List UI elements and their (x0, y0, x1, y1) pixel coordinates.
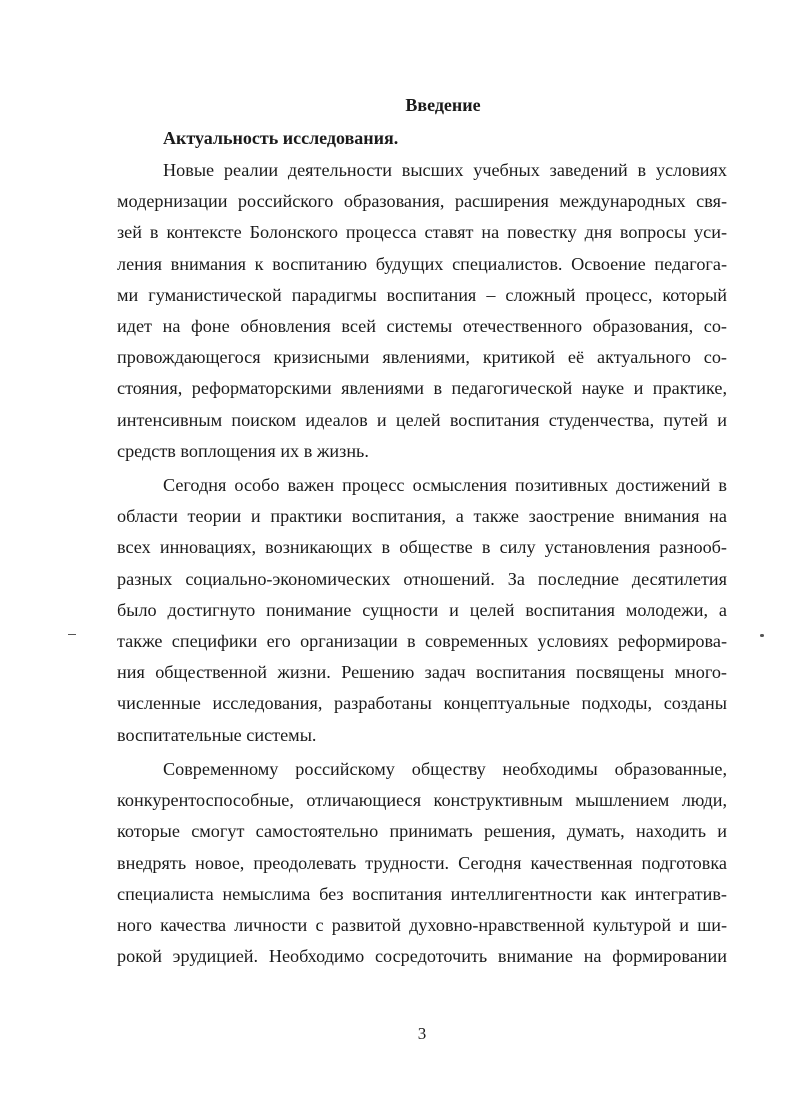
paragraph-line: специалиста немыслима без воспитания интеллигентности как интегратив- (117, 883, 727, 904)
paragraph-line: средств воплощения их в жизнь. (117, 440, 369, 461)
paragraph-line: ления внимания к воспитанию будущих специалистов. Освоение педагога- (117, 253, 727, 274)
scan-artifact-mark (68, 634, 76, 635)
paragraph-line: области теории и практики воспитания, а также заострение внимания на (117, 506, 727, 527)
paragraph-line: воспитательные системы. (117, 724, 317, 745)
paragraph-line: ного качества личности с развитой духовно-нравственной культурой и ши- (117, 914, 727, 935)
paragraph-line: Современному российскому обществу необходимы образованные, (163, 759, 727, 779)
paragraph-line: было достигнуто понимание сущности и целей воспитания молодежи, а (117, 599, 727, 620)
paragraph-line: ми гуманистической парадигмы воспитания – сложный процесс, который (117, 284, 727, 305)
paragraph-line: которые смогут самостоятельно принимать решения, думать, находить и (117, 821, 727, 842)
scan-artifact-mark (760, 634, 764, 637)
paragraph-line: рокой эрудицией. Необходимо сосредоточить внимание на формировании (117, 946, 727, 967)
page-number: 3 (417, 1024, 427, 1043)
paragraph-line: Сегодня особо важен процесс осмысления позитивных достижений в (163, 475, 727, 495)
paragraph-line: всех инновациях, возникающих в обществе в силу установления разнооб- (117, 537, 727, 558)
paragraph-line: внедрять новое, преодолевать трудности. Сегодня качественная подготовка (117, 852, 727, 873)
paragraph-line: модернизации российского образования, расширения международных свя- (117, 191, 727, 212)
paragraph-line: разных социально-экономических отношений. За последние десятилетия (117, 568, 727, 589)
paragraph-line: интенсивным поиском идеалов и целей воспитания студенчества, путей и (117, 409, 727, 430)
paragraph-line: зей в контексте Болонского процесса ставят на повестку дня вопросы уси- (117, 222, 727, 243)
paragraph-line: также специфики его организации в современных условиях реформирова- (117, 630, 727, 651)
paragraph-1 (117, 155, 727, 467)
paragraph-line: Новые реалии деятельности высших учебных заведений в условиях (163, 160, 727, 180)
paragraph-line: конкурентоспособные, отличающиеся конструктивным мышлением люди, (117, 790, 727, 811)
paragraph-line: стояния, реформаторскими явлениями в педагогической науке и практике, (117, 378, 727, 399)
paragraph-2 (117, 470, 727, 751)
section-subtitle: Актуальность исследования. (163, 128, 399, 148)
paragraph-3 (117, 754, 727, 972)
paragraph-line: численные исследования, разработаны концептуальные подходы, созданы (117, 693, 727, 714)
paragraph-line: провождающегося кризисными явлениями, критикой её актуального со- (117, 347, 727, 368)
section-title: Введение (405, 95, 481, 115)
paragraph-line: ния общественной жизни. Решению задач воспитания посвящены много- (117, 662, 727, 683)
paragraph-line: идет на фоне обновления всей системы отечественного образования, со- (117, 315, 727, 336)
